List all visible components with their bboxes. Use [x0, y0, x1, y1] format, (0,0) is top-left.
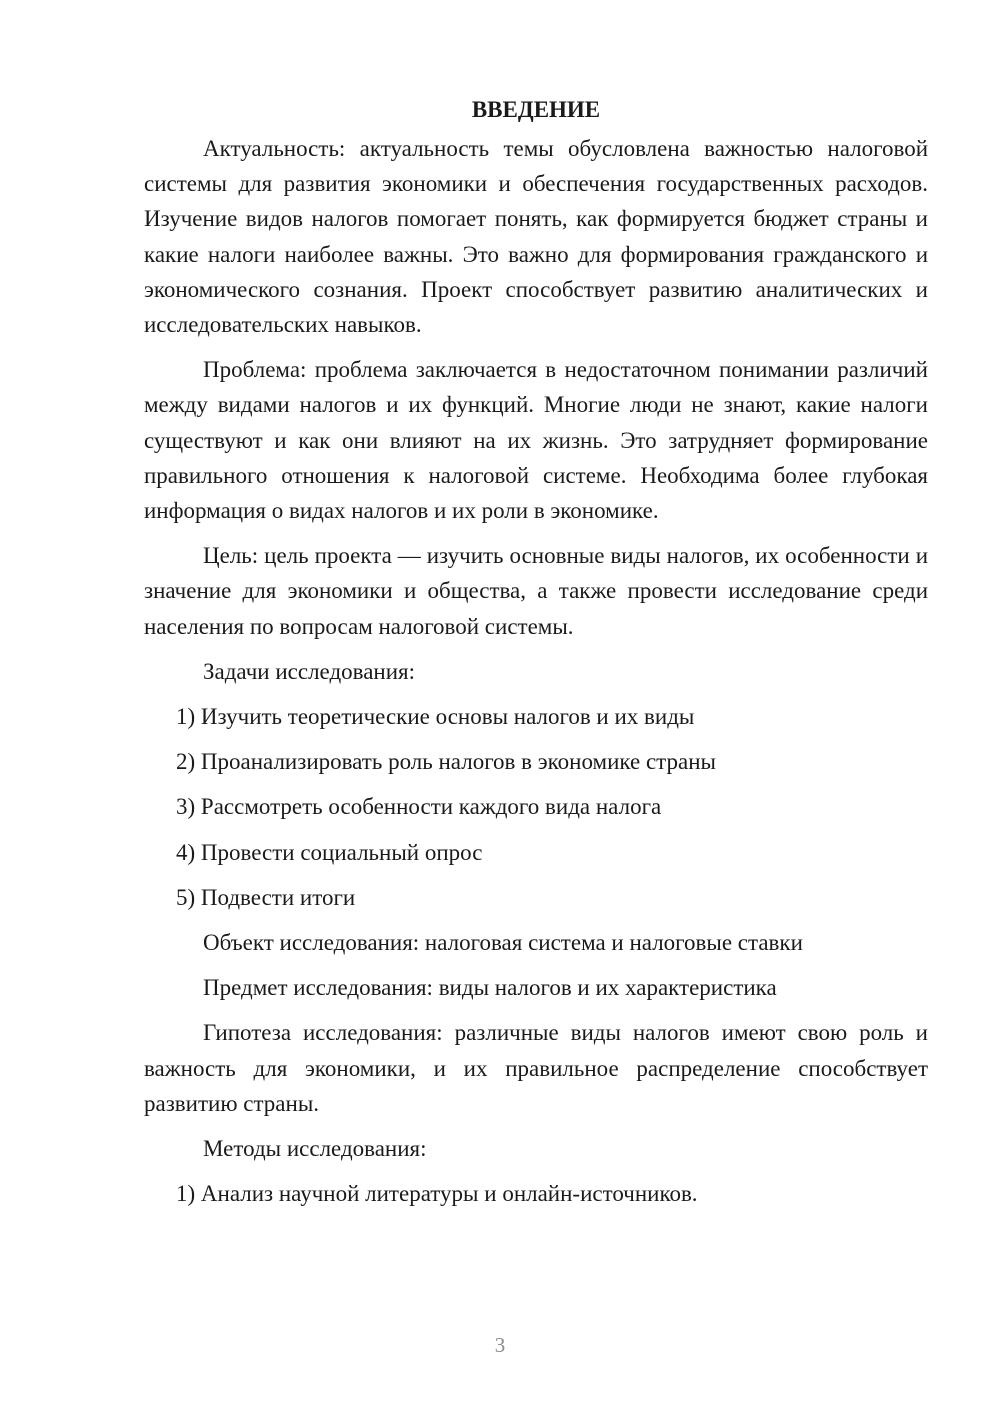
section-title: ВВЕДЕНИЕ — [471, 97, 601, 122]
task-item: 2) Проанализировать роль налогов в экономике страны — [176, 749, 716, 775]
goal-paragraph: Цель: цель проекта — изучить основные виды налогов, их особенности и значение для экономики и общества, а также провести исследование среди населения по вопросам налоговой системы. — [144, 543, 928, 639]
task-item: 4) Провести социальный опрос — [176, 839, 483, 865]
page-number: 3 — [494, 1333, 506, 1357]
methods-heading: Методы исследования: — [203, 1136, 427, 1162]
method-item: 1) Анализ научной литературы и онлайн-источников. — [176, 1181, 698, 1207]
tasks-list — [144, 699, 928, 915]
task-item: 3) Рассмотреть особенности каждого вида налога — [176, 794, 662, 820]
problem-paragraph: Проблема: проблема заключается в недостаточном понимании различий между видами налогов и их функций. Многие люди не знают, какие налоги существуют и как они влияют на их жизнь. Это затрудняет формирование правильного отношения к налоговой системе. Необходима более глубокая информация о видах налогов и их роли в экономике. — [144, 357, 928, 524]
relevance-paragraph: Актуальность: актуальность темы обусловлена важностью налоговой системы для развития экономики и обеспечения государственных расходов. Изучение видов налогов помогает понять, как формируется бюджет страны и какие налоги наиболее важны. Это важно для формирования гражданского и экономического сознания. Проект способствует развитию аналитических и исследовательских навыков. — [144, 136, 928, 338]
tasks-heading: Задачи исследования: — [203, 658, 416, 684]
task-item: 5) Подвести итоги — [176, 884, 356, 910]
task-item: 1) Изучить теоретические основы налогов и их виды — [176, 704, 695, 730]
methods-list — [144, 1176, 928, 1211]
page-content — [144, 92, 928, 1221]
subject-line: Предмет исследования: виды налогов и их характеристика — [203, 975, 777, 1001]
object-line: Объект исследования: налоговая система и налоговые ставки — [203, 930, 803, 956]
hypothesis-paragraph: Гипотеза исследования: различные виды налогов имеют свою роль и важность для экономики, и их правильное распределение способствует развитию страны. — [144, 1020, 928, 1116]
